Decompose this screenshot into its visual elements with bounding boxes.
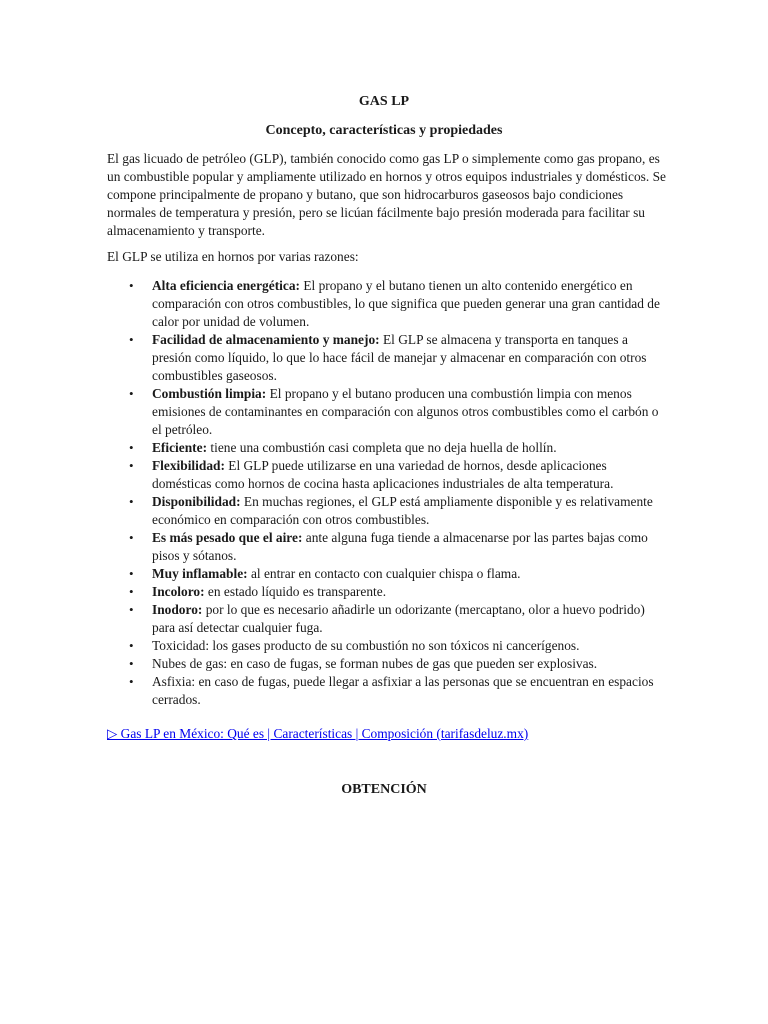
list-item-term: Muy inflamable: bbox=[152, 566, 248, 581]
list-item-term: Disponibilidad: bbox=[152, 494, 241, 509]
bullet-icon: • bbox=[129, 332, 134, 347]
bullet-icon: • bbox=[129, 386, 134, 401]
list-item bbox=[107, 637, 667, 655]
bullet-icon: • bbox=[129, 494, 134, 509]
bullet-icon: • bbox=[129, 656, 134, 671]
list-item bbox=[107, 529, 667, 565]
document-title: GAS LP bbox=[358, 94, 410, 109]
list-item-text: al entrar en contacto con cualquier chispa o flama. bbox=[247, 566, 521, 581]
list-item-text: Nubes de gas: en caso de fugas, se forman nubes de gas que pueden ser explosivas. bbox=[152, 656, 598, 671]
document-subtitle: Concepto, características y propiedades bbox=[265, 123, 503, 138]
properties-list bbox=[107, 277, 667, 709]
bullet-icon: • bbox=[129, 566, 134, 581]
list-item-text: El propano y el butano producen una combustión limpia con menos emisiones de contaminantes en comparación con algunos otros combustibles como el carbón o el petróleo. bbox=[152, 386, 659, 437]
intro-paragraph: El gas licuado de petróleo (GLP), también conocido como gas LP o simplemente como gas propano, es un combustible popular y ampliamente utilizado en hornos y otros equipos industriales y domésticos. Se compone principalmente de propano y butano, que son hidrocarburos gaseosos bajo condiciones normales de temperatura y presión, pero se licúan fácilmente bajo presión moderada para facilitar su almacenamiento y transporte. bbox=[107, 151, 666, 238]
list-item-text: tiene una combustión casi completa que no deja huella de hollín. bbox=[207, 440, 557, 455]
source-link[interactable]: ▷ Gas LP en México: Qué es | Características | Composición (tarifasdeluz.mx) bbox=[107, 726, 529, 741]
list-item-text: Asfixia: en caso de fugas, puede llegar a asfixiar a las personas que se encuentran en espacios cerrados. bbox=[152, 674, 654, 707]
list-item bbox=[107, 277, 667, 331]
bullet-icon: • bbox=[129, 440, 134, 455]
list-item-text: en estado líquido es transparente. bbox=[204, 584, 387, 599]
list-item bbox=[107, 439, 667, 457]
list-item-term: Incoloro: bbox=[152, 584, 205, 599]
list-item bbox=[107, 457, 667, 493]
lead-paragraph: El GLP se utiliza en hornos por varias razones: bbox=[107, 249, 359, 264]
bullet-icon: • bbox=[129, 602, 134, 617]
list-item bbox=[107, 601, 667, 637]
section-heading: OBTENCIÓN bbox=[341, 782, 427, 797]
list-item-term: Flexibilidad: bbox=[152, 458, 225, 473]
list-item-term: Alta eficiencia energética: bbox=[152, 278, 300, 293]
list-item bbox=[107, 385, 667, 439]
list-item-text: por lo que es necesario añadirle un odorizante (mercaptano, olor a huevo podrido) para así detectar cualquier fuga. bbox=[152, 602, 645, 635]
bullet-icon: • bbox=[129, 278, 134, 293]
list-item-term: Eficiente: bbox=[152, 440, 208, 455]
list-item-text: El GLP se almacena y transporta en tanques a presión como líquido, lo que lo hace fácil de manejar y almacenar en comparación con otros combustibles gaseosos. bbox=[152, 332, 647, 383]
list-item-text: El GLP puede utilizarse en una variedad de hornos, desde aplicaciones domésticas como hornos de cocina hasta aplicaciones industriales de alta temperatura. bbox=[152, 458, 614, 491]
list-item bbox=[107, 565, 667, 583]
list-item-text: Toxicidad: los gases producto de su combustión no son tóxicos ni cancerígenos. bbox=[152, 638, 580, 653]
list-item-text: En muchas regiones, el GLP está ampliamente disponible y es relativamente económico en comparación con otros combustibles. bbox=[152, 494, 653, 527]
list-item-text: ante alguna fuga tiende a almacenarse por las partes bajas como pisos y sótanos. bbox=[152, 530, 648, 563]
list-item-term: Combustión limpia: bbox=[152, 386, 267, 401]
list-item bbox=[107, 655, 667, 673]
list-item bbox=[107, 331, 667, 385]
list-item-text: El propano y el butano tienen un alto contenido energético en comparación con otros combustibles, lo que significa que pueden generar una gran cantidad de calor por unidad de volumen. bbox=[152, 278, 660, 329]
bullet-icon: • bbox=[129, 674, 134, 689]
list-item-term: Inodoro: bbox=[152, 602, 203, 617]
bullet-icon: • bbox=[129, 584, 134, 599]
list-item bbox=[107, 493, 667, 529]
list-item bbox=[107, 583, 667, 601]
list-item bbox=[107, 673, 667, 709]
bullet-icon: • bbox=[129, 458, 134, 473]
bullet-icon: • bbox=[129, 638, 134, 653]
list-item-term: Es más pesado que el aire: bbox=[152, 530, 303, 545]
list-item-term: Facilidad de almacenamiento y manejo: bbox=[152, 332, 380, 347]
bullet-icon: • bbox=[129, 530, 134, 545]
